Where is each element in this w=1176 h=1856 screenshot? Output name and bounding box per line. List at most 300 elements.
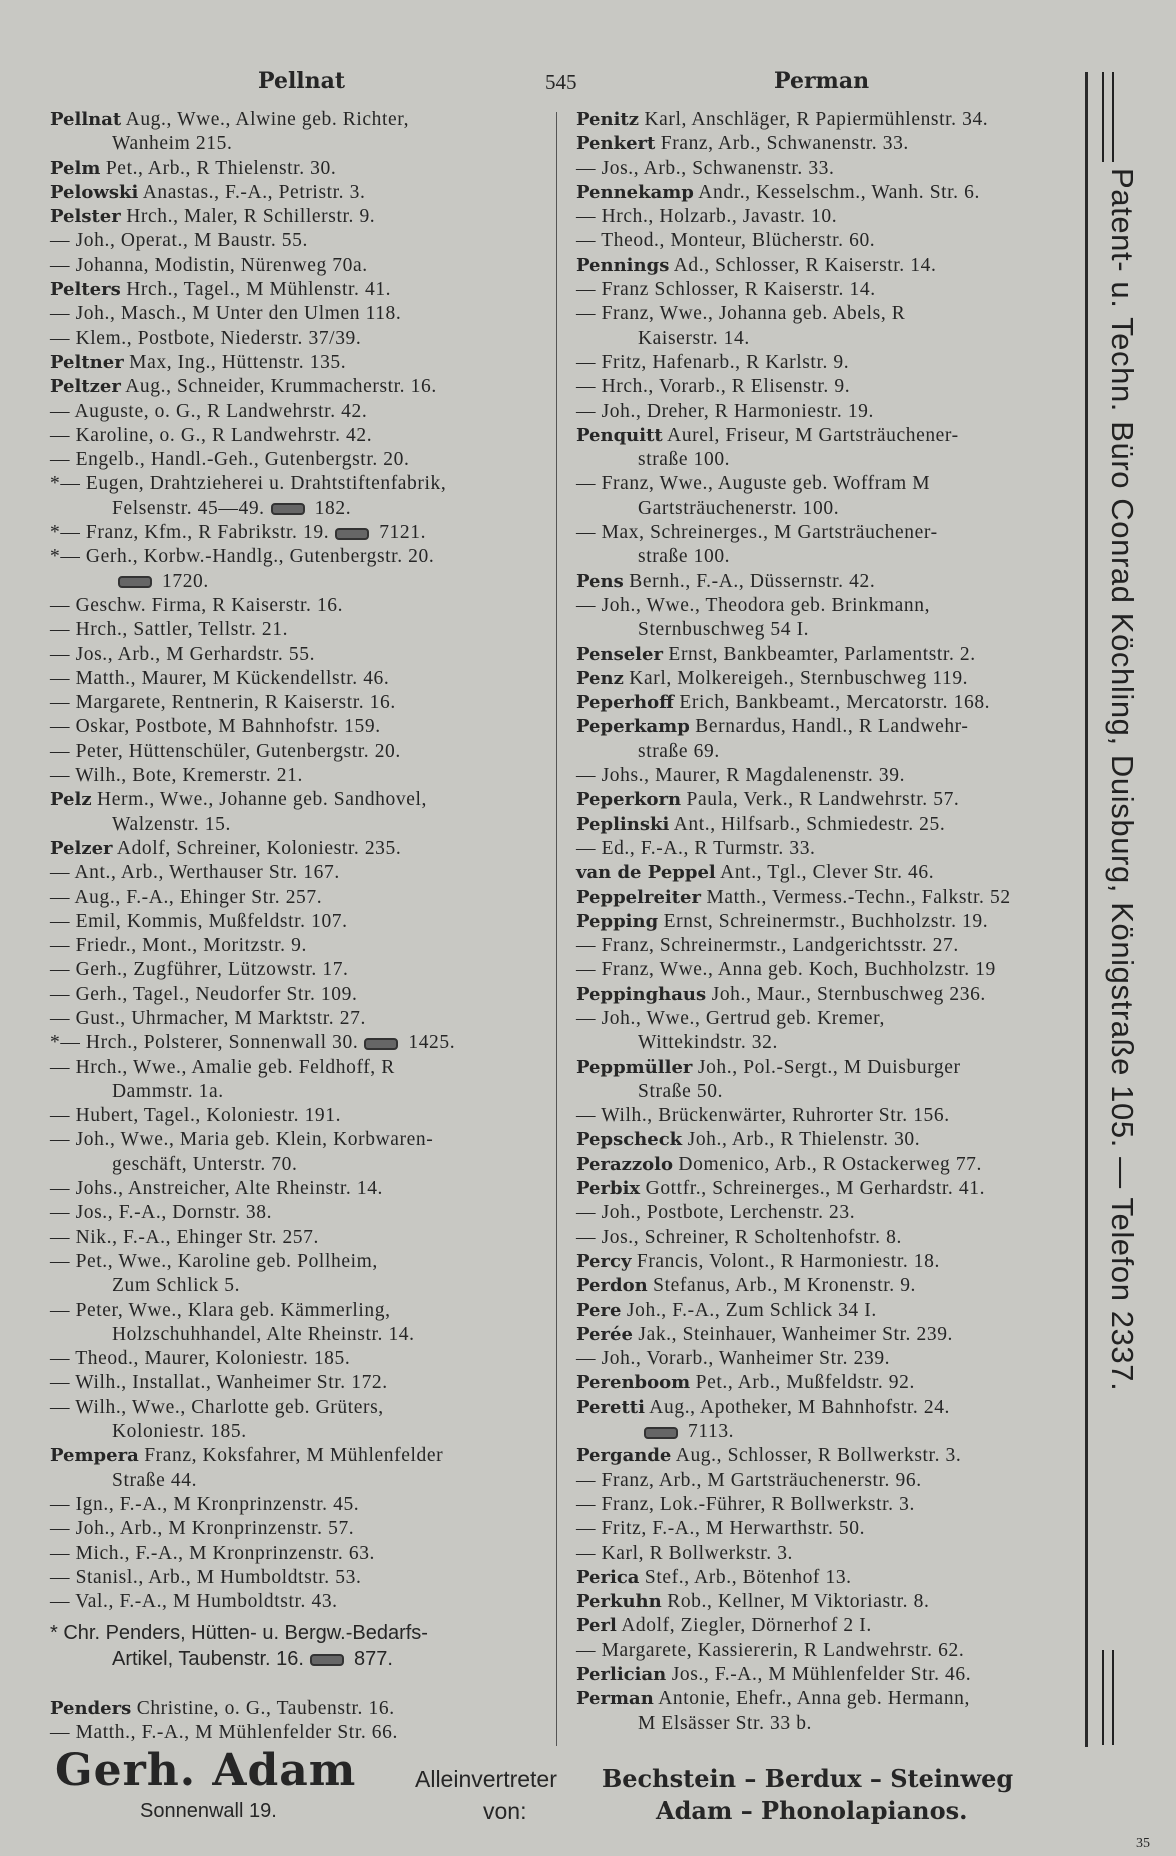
entry-text: Wittekindstr. 32. [638, 1032, 778, 1054]
directory-entry [50, 1226, 545, 1250]
surname: Pens [576, 570, 624, 592]
entry-text: Aug., Apotheker, M Bahnhofstr. 24. [644, 1396, 951, 1418]
directory-entry [50, 1517, 545, 1541]
entry-text: Ad., Schlosser, R Kaiserstr. 14. [669, 254, 937, 276]
entry-text: Sternbuschweg 54 I. [638, 619, 810, 641]
entry-text: Stefanus, Arb., M Kronenstr. 9. [647, 1275, 917, 1297]
directory-entry [576, 157, 1076, 181]
directory-entry [50, 1056, 545, 1080]
directory-entry [50, 1566, 545, 1590]
entry-text: — Oskar, Postbote, M Bahnhofstr. 159. [50, 716, 381, 738]
entry-text: — Stanisl., Arb., M Humboldtstr. 53. [50, 1566, 362, 1588]
page-number: 545 [545, 70, 577, 94]
directory-entry [50, 205, 545, 229]
entry-continuation [576, 740, 1076, 764]
entry-text: Antonie, Ehefr., Anna geb. Hermann, [653, 1688, 970, 1710]
directory-entry [576, 1177, 1076, 1201]
right-border-rule [1085, 72, 1088, 1747]
entry-text: straße 100. [638, 449, 731, 471]
directory-entry [50, 715, 545, 739]
entry-text: — Joh., Wwe., Maria geb. Klein, Korbwaren- [50, 1129, 434, 1151]
directory-entry [50, 740, 545, 764]
directory-entry [50, 327, 545, 351]
directory-entry [576, 181, 1076, 205]
entry-text: straße 100. [638, 546, 731, 568]
surname: Peperkorn [576, 789, 682, 811]
surname: Pepping [576, 910, 659, 932]
band-rule [1112, 72, 1114, 162]
entry-continuation [50, 570, 545, 594]
directory-entry [50, 1590, 545, 1614]
footer-rep-label: Alleinvertreter [415, 1766, 557, 1792]
entry-text: Gartsträuchenerstr. 100. [638, 497, 840, 519]
entry-text: — Ign., F.-A., M Kronprinzenstr. 45. [50, 1493, 360, 1515]
directory-entry [50, 229, 545, 253]
directory-entry [576, 351, 1076, 375]
entry-text: — Franz, Arb., M Gartsträuchenerstr. 96. [576, 1469, 922, 1491]
directory-entry [50, 594, 545, 618]
entry-text: — Matth., Maurer, M Kückendellstr. 46. [50, 667, 390, 689]
footer-address: Sonnenwall 19. [140, 1800, 277, 1822]
entry-text: — Joh., Arb., M Kronprinzenstr. 57. [50, 1518, 355, 1540]
surname: Penseler [576, 643, 663, 665]
entry-text: Franz, Koksfahrer, M Mühlenfelder [138, 1445, 444, 1467]
surname: Perdon [576, 1275, 648, 1297]
telephone-icon [310, 1654, 344, 1666]
entry-text: — Joh., Operat., M Baustr. 55. [50, 230, 308, 252]
directory-entry [50, 1542, 545, 1566]
entry-text: Stef., Arb., Bötenhof 13. [639, 1566, 852, 1588]
directory-entry [576, 910, 1076, 934]
directory-entry [576, 934, 1076, 958]
directory-entry [50, 278, 545, 302]
entry-text: Jos., F.-A., M Mühlenfelder Str. 46. [666, 1664, 972, 1685]
directory-entry [576, 1542, 1076, 1566]
directory-entry [576, 1128, 1076, 1152]
band-rule [1102, 1650, 1104, 1745]
entry-text: — Friedr., Mont., Moritzstr. 9. [50, 935, 307, 957]
entry-continuation [50, 1469, 545, 1493]
band-rule [1112, 1650, 1114, 1745]
directory-entry [50, 886, 545, 910]
directory-entry [50, 1177, 545, 1201]
entry-text: — Joh., Dreher, R Harmoniestr. 19. [576, 400, 874, 422]
directory-entry [576, 1347, 1076, 1371]
directory-entry [576, 1639, 1076, 1663]
directory-entry [576, 570, 1076, 594]
directory-entry [576, 1517, 1076, 1541]
entry-text: Ant., Tgl., Clever Str. 46. [715, 862, 935, 884]
directory-entry [50, 181, 545, 205]
directory-entry [576, 1493, 1076, 1517]
directory-entry [576, 594, 1076, 618]
entry-text: — Jos., Arb., M Gerhardstr. 55. [50, 643, 316, 665]
directory-entry [50, 837, 545, 861]
entry-text: — Hrch., Holzarb., Javastr. 10. [576, 206, 838, 228]
entry-text: — Franz, Schreinermstr., Landgerichtsstr. 27. [576, 935, 959, 957]
entry-text: *— Gerh., Korbw.-Handlg., Gutenbergstr. 20. [50, 546, 435, 568]
entry-continuation [576, 545, 1076, 569]
directory-entry [576, 1323, 1076, 1347]
entry-text: — Fritz, Hafenarb., R Karlstr. 9. [576, 351, 850, 373]
directory-entry [50, 400, 545, 424]
surname: Perlician [576, 1664, 667, 1685]
directory-entry [576, 205, 1076, 229]
entry-text: Herm., Wwe., Johanne geb. Sandhovel, [91, 789, 427, 811]
entry-text: — Engelb., Handl.-Geh., Gutenbergstr. 20. [50, 449, 410, 471]
entry-text: — Gerh., Tagel., Neudorfer Str. 109. [50, 983, 358, 1005]
entry-text: Karl, Molkereigeh., Sternbuschweg 119. [623, 667, 969, 689]
entry-text: — Val., F.-A., M Humboldtstr. 43. [50, 1591, 338, 1613]
entry-text: — Jos., Arb., Schwanenstr. 33. [576, 157, 835, 179]
entry-text: Zum Schlick 5. [112, 1275, 241, 1297]
directory-entry [576, 1104, 1076, 1128]
entry-text: Gottfr., Schreinerges., M Gerhardstr. 41. [640, 1178, 986, 1200]
directory-entry [576, 1274, 1076, 1298]
entry-text: — Wilh., Wwe., Charlotte geb. Grüters, [50, 1396, 384, 1418]
directory-entry [576, 983, 1076, 1007]
directory-entry [50, 108, 545, 132]
entry-continuation [576, 497, 1076, 521]
entry-text: Ant., Hilfsarb., Schmiedestr. 25. [669, 813, 946, 835]
column-divider [556, 112, 557, 1746]
directory-entry [50, 1721, 398, 1745]
entry-text: — Pet., Wwe., Karoline geb. Pollheim, [50, 1250, 378, 1272]
directory-entry [50, 1104, 545, 1128]
entry-text: Aurel, Friseur, M Gartsträuchener- [662, 424, 959, 446]
directory-entry [50, 1128, 545, 1152]
running-head-left: Pellnat [258, 68, 346, 94]
phone-number: 7121. [379, 522, 427, 544]
entry-text: — Joh., Postbote, Lerchenstr. 23. [576, 1202, 856, 1224]
directory-entry [576, 1056, 1076, 1080]
phone-number: 1720. [162, 570, 209, 592]
directory-entry [576, 521, 1076, 545]
directory-entry [50, 424, 545, 448]
entry-text: Paula, Verk., R Landwehrstr. 57. [681, 789, 960, 811]
entry-text: — Matth., F.-A., M Mühlenfelder Str. 66. [50, 1722, 398, 1744]
surname: Pelster [50, 206, 121, 228]
directory-entry [576, 400, 1076, 424]
entry-continuation [576, 1080, 1076, 1104]
directory-entry [576, 1226, 1076, 1250]
directory-entry [50, 958, 545, 982]
entry-continuation [50, 132, 545, 156]
advert-address: Artikel, Taubenstr. 16. [112, 1648, 304, 1670]
directory-entry [50, 1201, 545, 1225]
entry-text: Kaiserstr. 14. [638, 327, 750, 349]
directory-entry [576, 254, 1076, 278]
entry-continuation [50, 1080, 545, 1104]
phone-number: 182. [314, 497, 352, 519]
entry-text: Erich, Bankbeamt., Mercatorstr. 168. [673, 692, 991, 714]
directory-entry [50, 472, 545, 496]
entry-text: — Franz, Wwe., Auguste geb. Woffram M [576, 473, 931, 495]
entry-text: Felsenstr. 45—49. [112, 497, 265, 519]
entry-text: Joh., Maur., Sternbuschweg 236. [706, 983, 986, 1005]
directory-entry [50, 545, 545, 569]
entry-text: Pet., Arb., Mußfeldstr. 92. [690, 1372, 915, 1394]
directory-entry [50, 1697, 398, 1721]
entry-text: — Hrch., Vorarb., R Elisenstr. 9. [576, 376, 851, 398]
surname: Pelm [50, 157, 101, 179]
surname: Perkuhn [576, 1591, 662, 1613]
entry-text: — Geschw. Firma, R Kaiserstr. 16. [50, 594, 344, 616]
left-column [50, 108, 545, 1614]
directory-entry [576, 788, 1076, 812]
entry-continuation [50, 1274, 545, 1298]
directory-entry [576, 424, 1076, 448]
directory-entry [50, 983, 545, 1007]
surname: Penquitt [576, 424, 663, 446]
entry-text: — Franz, Lok.-Führer, R Bollwerkstr. 3. [576, 1493, 915, 1515]
entry-text: Ernst, Schreinermstr., Buchholzstr. 19. [658, 910, 989, 932]
entry-text: — Margarete, Rentnerin, R Kaiserstr. 16. [50, 692, 396, 714]
directory-entry [50, 1250, 545, 1274]
directory-entry [50, 1493, 545, 1517]
entry-text: — Jos., F.-A., Dornstr. 38. [50, 1202, 273, 1224]
directory-entry [50, 157, 545, 181]
surname: Perbix [576, 1178, 641, 1200]
surname: Pere [576, 1299, 622, 1321]
entry-continuation [576, 618, 1076, 642]
entry-text: — Joh., Vorarb., Wanheimer Str. 239. [576, 1348, 891, 1370]
directory-entry [576, 472, 1076, 496]
footer-rep-von: von: [483, 1798, 527, 1824]
entry-continuation [576, 448, 1076, 472]
directory-entry [50, 934, 545, 958]
directory-entry [576, 1250, 1076, 1274]
entry-text: Dammstr. 1a. [112, 1080, 224, 1102]
entry-text: Koloniestr. 185. [112, 1421, 247, 1443]
entry-text: — Mich., F.-A., M Kronprinzenstr. 63. [50, 1542, 376, 1564]
entry-text: — Johanna, Modistin, Nürenweg 70a. [50, 254, 368, 276]
footer-brands-line-2: Adam – Phonolapianos. [656, 1796, 968, 1825]
entry-continuation [50, 497, 545, 521]
directory-entry [50, 1031, 545, 1055]
running-head-right: Perman [774, 68, 870, 94]
directory-entry [50, 448, 545, 472]
entry-text: Adolf, Ziegler, Dörnerhof 2 I. [616, 1615, 872, 1637]
directory-entry [50, 351, 545, 375]
entry-continuation [50, 813, 545, 837]
advert-phone: 877. [353, 1648, 393, 1670]
directory-entry [576, 1396, 1076, 1420]
phone-number: 1425. [408, 1032, 456, 1054]
entry-text: Karl, Anschläger, R Papiermühlenstr. 34. [638, 109, 989, 130]
directory-entry [576, 861, 1076, 885]
surname: Perica [576, 1566, 640, 1588]
entry-text: — Max, Schreinerges., M Gartsträuchener- [576, 522, 938, 544]
entry-text: — Klem., Postbote, Niederstr. 37/39. [50, 327, 362, 349]
advert-line-1: * Chr. Penders, Hütten- u. Bergw.-Bedarfs- [50, 1622, 428, 1644]
penders-advert [50, 1620, 428, 1672]
directory-entry [50, 302, 545, 326]
directory-entry [50, 1444, 545, 1468]
entry-text: Bernh., F.-A., Düssernstr. 42. [623, 570, 876, 592]
surname: Pempera [50, 1445, 139, 1467]
directory-entry [576, 764, 1076, 788]
directory-entry [50, 375, 545, 399]
directory-entry [576, 1469, 1076, 1493]
directory-entry [576, 886, 1076, 910]
entry-text: Ernst, Bankbeamter, Parlamentstr. 2. [662, 643, 976, 665]
entry-text: Anastas., F.-A., Petristr. 3. [138, 181, 366, 203]
surname: Percy [576, 1250, 632, 1272]
entry-text: Joh., Arb., R Thielenstr. 30. [682, 1129, 921, 1151]
entry-text: — Joh., Masch., M Unter den Ulmen 118. [50, 303, 402, 325]
directory-entry [50, 521, 545, 545]
entry-text: — Karl, R Bollwerkstr. 3. [576, 1542, 794, 1564]
directory-entry [576, 1590, 1076, 1614]
entry-text: *— Eugen, Drahtzieherei u. Drahtstiftenfabrik, [50, 473, 447, 495]
entry-text: — Aug., F.-A., Ehinger Str. 257. [50, 886, 323, 908]
entry-text: straße 69. [638, 740, 720, 762]
directory-entry [576, 1444, 1076, 1468]
surname: Penz [576, 667, 624, 689]
directory-entry [50, 764, 545, 788]
directory-entry [50, 1347, 545, 1371]
directory-entry [576, 958, 1076, 982]
directory-entry [576, 1566, 1076, 1590]
entry-text: Joh., F.-A., Zum Schlick 34 I. [621, 1299, 877, 1321]
entry-text: — Jos., Schreiner, R Scholtenhofstr. 8. [576, 1226, 902, 1248]
directory-entry [50, 643, 545, 667]
surname: Peltzer [50, 376, 121, 398]
entry-text: — Peter, Hüttenschüler, Gutenbergstr. 20. [50, 740, 401, 762]
footer-brands-line-1: Bechstein – Berdux – Steinweg [602, 1764, 1014, 1793]
entry-text: Rob., Kellner, M Viktoriastr. 8. [661, 1591, 930, 1613]
entry-text: Matth., Vermess.-Techn., Falkstr. 52 [701, 886, 1011, 908]
entry-continuation [576, 1712, 1076, 1736]
entry-text: Aug., Schlosser, R Bollwerkstr. 3. [671, 1445, 962, 1467]
surname: Peperkamp [576, 716, 690, 738]
entry-text: — Ed., F.-A., R Turmstr. 33. [576, 837, 816, 859]
directory-entry [576, 667, 1076, 691]
directory-entry [576, 375, 1076, 399]
surname: Pennekamp [576, 181, 694, 203]
surname: Peppinghaus [576, 983, 707, 1005]
surname: Pelzer [50, 837, 113, 859]
entry-text: — Fritz, F.-A., M Herwarthstr. 50. [576, 1518, 866, 1540]
entry-text: — Emil, Kommis, Mußfeldstr. 107. [50, 910, 348, 932]
surname: Pelz [50, 789, 92, 811]
telephone-icon [364, 1038, 398, 1050]
directory-entry [576, 1371, 1076, 1395]
advert-line-2 [50, 1646, 428, 1672]
surname: Penitz [576, 109, 639, 130]
directory-entry [50, 1299, 545, 1323]
directory-entry [576, 837, 1076, 861]
directory-entry [576, 691, 1076, 715]
telephone-icon [118, 576, 152, 588]
entry-text: — Joh., Wwe., Theodora geb. Brinkmann, [576, 594, 931, 616]
directory-entry [576, 1299, 1076, 1323]
entry-continuation [50, 1420, 545, 1444]
entry-text: Adolf, Schreiner, Koloniestr. 235. [112, 837, 402, 859]
entry-text: Domenico, Arb., R Ostackerweg 77. [672, 1153, 982, 1175]
directory-entry [576, 1153, 1076, 1177]
directory-entry [576, 132, 1076, 156]
directory-entry [50, 861, 545, 885]
entry-text: — Karoline, o. G., R Landwehrstr. 42. [50, 424, 373, 446]
entry-text: Max, Ing., Hüttenstr. 135. [123, 351, 347, 373]
entry-text: — Auguste, o. G., R Landwehrstr. 42. [50, 400, 368, 422]
entry-text: — Johs., Maurer, R Magdalenenstr. 39. [576, 765, 906, 787]
entry-text: Straße 50. [638, 1080, 724, 1102]
entry-text: Straße 44. [112, 1469, 198, 1491]
entry-text: — Wilh., Installat., Wanheimer Str. 172. [50, 1372, 388, 1394]
entry-continuation [576, 327, 1076, 351]
directory-entry [576, 229, 1076, 253]
band-rule [1102, 72, 1104, 162]
telephone-icon [335, 528, 369, 540]
entry-text: *— Hrch., Polsterer, Sonnenwall 30. [50, 1032, 359, 1054]
directory-entry [50, 667, 545, 691]
surname: Perenboom [576, 1372, 691, 1394]
entry-continuation [50, 1153, 545, 1177]
entry-text: *— Franz, Kfm., R Fabrikstr. 19. [50, 522, 330, 544]
surname: Pepscheck [576, 1129, 683, 1151]
directory-entry [576, 1687, 1076, 1711]
surname: van de Peppel [576, 862, 716, 884]
entry-text: Bernardus, Handl., R Landwehr- [689, 716, 969, 738]
entry-text: — Ant., Arb., Werthauser Str. 167. [50, 862, 340, 884]
entry-text: — Johs., Anstreicher, Alte Rheinstr. 14. [50, 1178, 384, 1200]
right-column [576, 108, 1076, 1736]
entry-text: — Wilh., Bote, Kremerstr. 21. [50, 765, 303, 787]
entry-text: — Hrch., Sattler, Tellstr. 21. [50, 619, 289, 641]
telephone-icon [271, 503, 305, 515]
entry-text: M Elsässer Str. 33 b. [638, 1712, 813, 1734]
side-advert-band: Patent- u. Techn. Büro Conrad Köchling, Duisburg, Königstraße 105. — Telefon 2337. [1105, 168, 1140, 1392]
entry-continuation [50, 1323, 545, 1347]
directory-entry [576, 1663, 1076, 1687]
entry-text: — Nik., F.-A., Ehinger Str. 257. [50, 1226, 319, 1248]
entry-text: Walzenstr. 15. [112, 813, 231, 835]
entry-text: Holzschuhhandel, Alte Rheinstr. 14. [112, 1323, 415, 1345]
entry-text: — Franz, Wwe., Anna geb. Koch, Buchholzstr. 19 [576, 959, 996, 981]
entry-text: Andr., Kesselschm., Wanh. Str. 6. [693, 181, 980, 203]
entry-text: Pet., Arb., R Thielenstr. 30. [100, 157, 337, 179]
surname: Peppelreiter [576, 886, 701, 908]
left-column-tail [50, 1697, 398, 1746]
phone-number: 7113. [688, 1421, 735, 1443]
surname: Pelters [50, 279, 121, 301]
entry-continuation [576, 1420, 1076, 1444]
surname: Pergande [576, 1445, 672, 1467]
surname: Peppmüller [576, 1056, 693, 1078]
entry-text: — Franz, Wwe., Johanna geb. Abels, R [576, 303, 906, 325]
entry-text: — Peter, Wwe., Klara geb. Kämmerling, [50, 1299, 391, 1321]
entry-text: — Theod., Maurer, Koloniestr. 185. [50, 1348, 351, 1370]
entry-text: Jak., Steinhauer, Wanheimer Str. 239. [632, 1323, 954, 1345]
entry-text: — Joh., Wwe., Gertrud geb. Kremer, [576, 1007, 885, 1029]
directory-entry [576, 302, 1076, 326]
directory-entry [50, 788, 545, 812]
directory-entry [576, 108, 1076, 132]
surname: Pelowski [50, 181, 139, 203]
directory-entry [576, 643, 1076, 667]
entry-text: Joh., Pol.-Sergt., M Duisburger [692, 1056, 961, 1078]
surname: Perman [576, 1688, 654, 1710]
surname: Pellnat [50, 109, 122, 130]
entry-text: Christine, o. G., Taubenstr. 16. [131, 1698, 395, 1719]
entry-text: Franz, Arb., Schwanenstr. 33. [655, 133, 909, 155]
surname: Peplinski [576, 813, 670, 835]
entry-text: geschäft, Unterstr. 70. [112, 1153, 298, 1175]
surname: Peltner [50, 351, 124, 373]
